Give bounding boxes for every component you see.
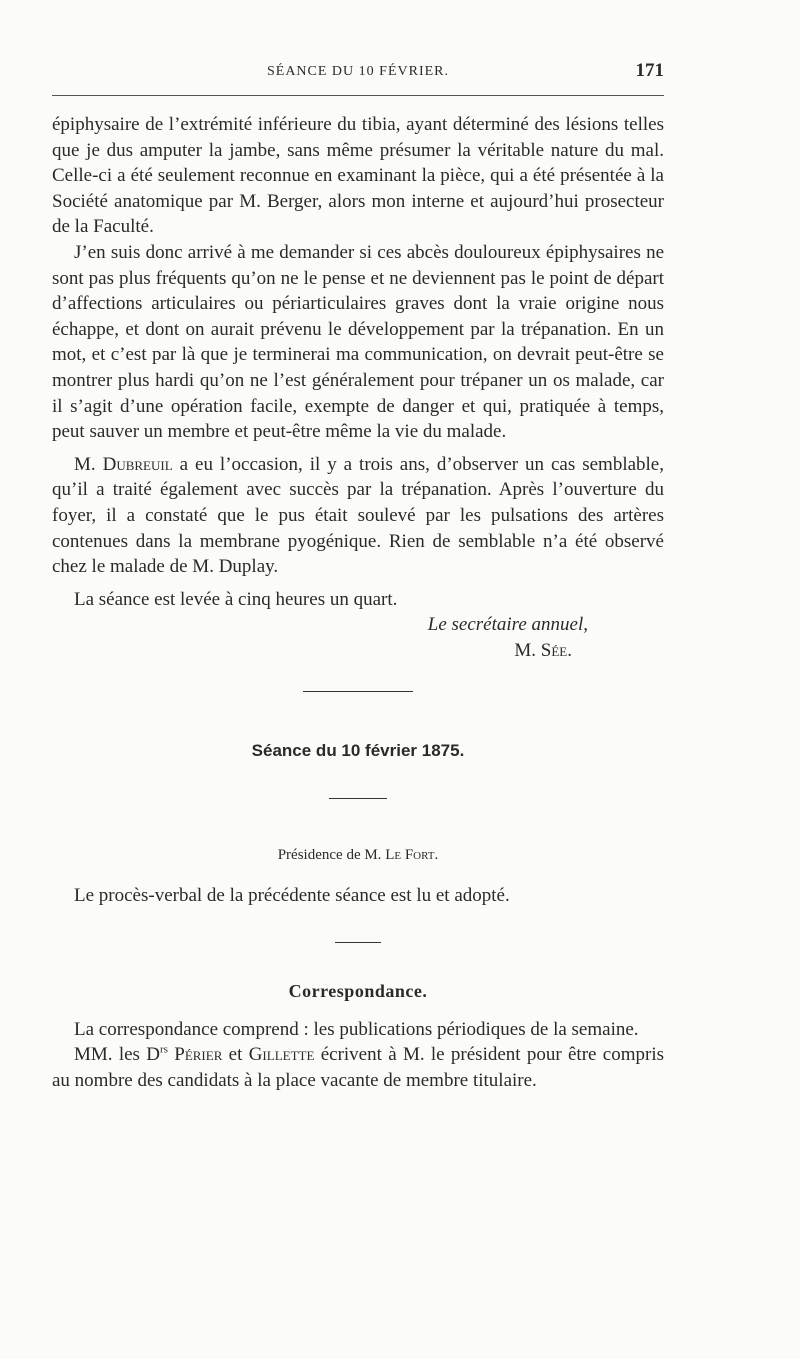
minutes-divider (335, 942, 381, 943)
session-title: Séance du 10 février 1875. (251, 741, 465, 761)
signature-prefix: M. (514, 639, 541, 661)
candidate-perier: Périer (174, 1044, 223, 1066)
candidates-prefix: MM. les D (74, 1044, 160, 1066)
paragraph-trepanation: J’en suis donc arrivé à me demander si ces abcès douloureux épiphysaires ne sont pas plus fréquents qu’on ne le pense et ne deviennent pas le point de départ d’affections articulaires ou périarticulaires graves dont la vraie origine nous échappe, et dont on aurait prévenu le développement par la trépanation. En un mot, et c’est par là que je terminerai ma communication, on devrait peut-être se montrer plus hardi qu’on ne l’est généralement pour trépaner un os malade, car il s’agit d’une opération facile, exempte de danger et qui, pratiquée à temps, peut sauver un membre et peut-être même la vie du malade. (52, 241, 664, 443)
body-text (52, 112, 664, 1094)
signature-name-line (52, 638, 664, 664)
candidates-text: écrivent à M. le président pour être compris au nombre des candidats à la place vacante de membre titulaire. (52, 1044, 664, 1092)
paragraph-minutes: Le procès-verbal de la précédente séance est lu et adopté. (74, 884, 510, 906)
paragraph-continued: épiphysaire de l’extrémité inférieure du tibia, ayant déterminé des lésions telles que je dus amputer la jambe, sans même présumer la véritable nature du mal. Celle-ci a été seulement reconnue en examinant la pièce, qui a été présentée à la Société anatomique par M. Berger, alors mon interne et aujourd’hui prosecteur de la Faculté. (52, 114, 664, 238)
dubreuil-prefix: M. (74, 453, 103, 475)
presidence-prefix: Présidence de M. (277, 847, 386, 864)
dubreuil-name: Dubreuil (102, 453, 173, 475)
paragraph-closing: La séance est levée à cinq heures un quart. (74, 588, 398, 610)
running-title: SÉANCE DU 10 FÉVRIER. (266, 64, 449, 79)
presidence-name: Le Fort. (385, 847, 439, 864)
session-divider (329, 798, 387, 799)
candidate-gillette: Gillette (248, 1044, 315, 1066)
paragraph-candidates (52, 1042, 664, 1093)
correspondance-title: Correspondance. (288, 981, 428, 1002)
signature-name: Sée. (540, 639, 572, 661)
candidates-conjunction: et (222, 1044, 249, 1066)
header-rule (52, 95, 664, 96)
running-header (52, 62, 664, 84)
book-page (52, 0, 664, 1359)
page-number: 171 (635, 60, 664, 81)
presidence-line (52, 843, 664, 869)
paragraph-dubreuil (52, 452, 664, 580)
paragraph-correspondance: La correspondance comprend : les publications périodiques de la semaine. (74, 1018, 639, 1040)
doctors-abbrev-sup: rs (159, 1044, 168, 1057)
section-divider (303, 691, 413, 692)
signature-role: Le secrétaire annuel, (427, 614, 588, 636)
dubreuil-text: a eu l’occasion, il y a trois ans, d’observer un cas semblable, qu’il a traité également avec succès par la trépanation. Après l’ouverture du foyer, il a constaté que le pus était soulevé par les pulsations des artères contenues dans la membrane pyogénique. Rien de semblable n’a été observé chez le malade de M. Duplay. (52, 453, 664, 578)
